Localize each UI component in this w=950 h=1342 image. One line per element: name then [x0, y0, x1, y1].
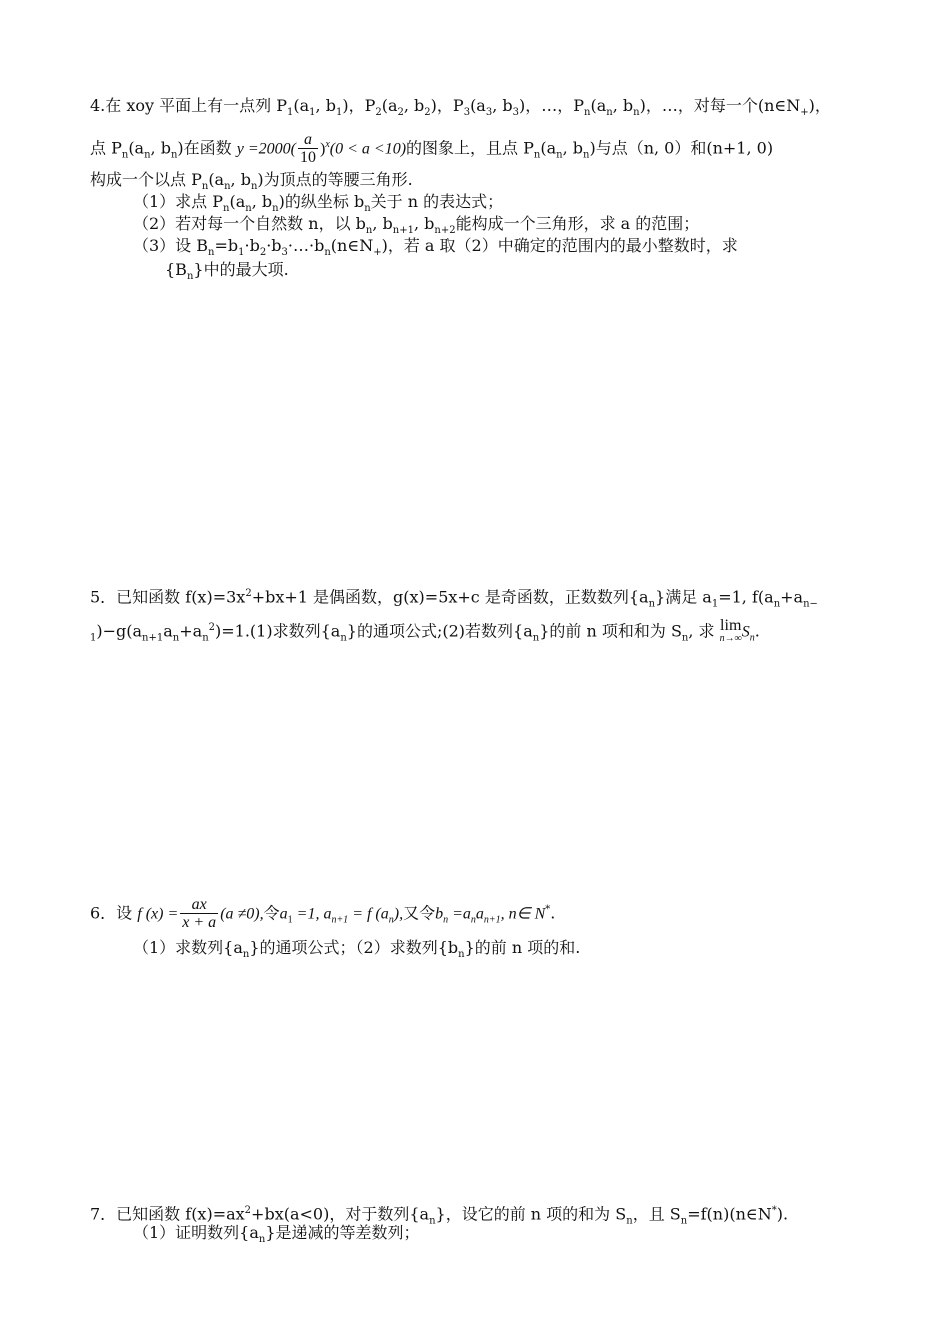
- problem-5-line-2: $_1)-g(a_{n+1}a_n+a_n^2)=1.(1)$求数列$\{a_n\}$的通项公式;(2)若数列$\{a_n\}$的前 n 项和和为 $S_n$, 求 lim n→∞ $S_n$.: [90, 616, 760, 644]
- problem-4-line-1: 4.在 xoy 平面上有一点列 $P_1(a_1$, $b_1$)，$P_2(a_2$, $b_2$)，$P_3(a_3$, $b_3$)，…，$P_n(a_n$, $b_n$)，…，对每一个$(n\in N_+)$，: [90, 96, 831, 119]
- problem-7-question-1: （1）证明数列$\{a_n\}$是递减的等差数列；: [133, 1223, 420, 1246]
- problem-4-question-3-cont: $\{B_n\}$中的最大项.: [165, 260, 289, 283]
- problem-6-questions: （1）求数列$\{a_n\}$的通项公式；（2）求数列$\{b_n\}$的前 n 项的和.: [133, 938, 581, 961]
- limit-expression: lim n→∞: [719, 616, 742, 644]
- problem-7-line-1: 7．已知函数 $f(x)=ax^2+bx(a<0)$，对于数列$\{a_n\}$，设它的前 n 项的和为 $S_n$，且 $S_n=f(n)(n\in N^*)$.: [90, 1204, 789, 1227]
- function-expression: y =2000(: [236, 140, 296, 158]
- problem-4-question-1: （1）求点 $P_n(a_n$, $b_n$)的纵坐标 $b_n$关于 n 的表达式；: [133, 192, 504, 215]
- fraction-a-over-10: $\frac{a}{10}$: [300, 131, 316, 167]
- problem-4-line-2: 点 $P_n(a_n$, $b_n$)在函数 y =2000( $\frac{a}{10}$ )$^x$(0 < a <10)的图象上，且点 $P_n(a_n$, $b_n$)与点（n, 0）和(n+1, 0): [90, 131, 774, 167]
- fraction-ax-over-x-plus-a: $\frac{ax}{x + a}$: [182, 896, 217, 932]
- problem-4-question-3: （3）设 $B_n=b_1\cdot b_2\cdot b_3\cdot\dots\cdot b_n(n\in N_+)$，若 a 取（2）中确定的范围内的最小整数时，求: [133, 236, 738, 259]
- problem-4-question-2: （2）若对每一个自然数 n，以 $b_n$, $b_{n+1}$, $b_{n+2}$能构成一个三角形，求 a 的范围；: [133, 214, 700, 237]
- problem-6-line-1: 6．设 f (x) = $\frac{ax}{x + a}$ (a ≠0),令$a_1 =1$, $a_{n+1} = f$ $(a_n)$,又令$b_n =a_na_{n+1}$, n∈ N*.: [90, 896, 556, 932]
- problem-5-line-1: 5．已知函数 $f(x)=3x^2+bx+1$ 是偶函数，g(x)=5x+c 是奇函数，正数数列$\{a_n\}$满足 $a_1=1$, $f(a_n+a_{n-}$: [90, 587, 818, 610]
- problem-4-line-3: 构成一个以点 $P_n(a_n$, $b_n$)为顶点的等腰三角形.: [90, 170, 413, 193]
